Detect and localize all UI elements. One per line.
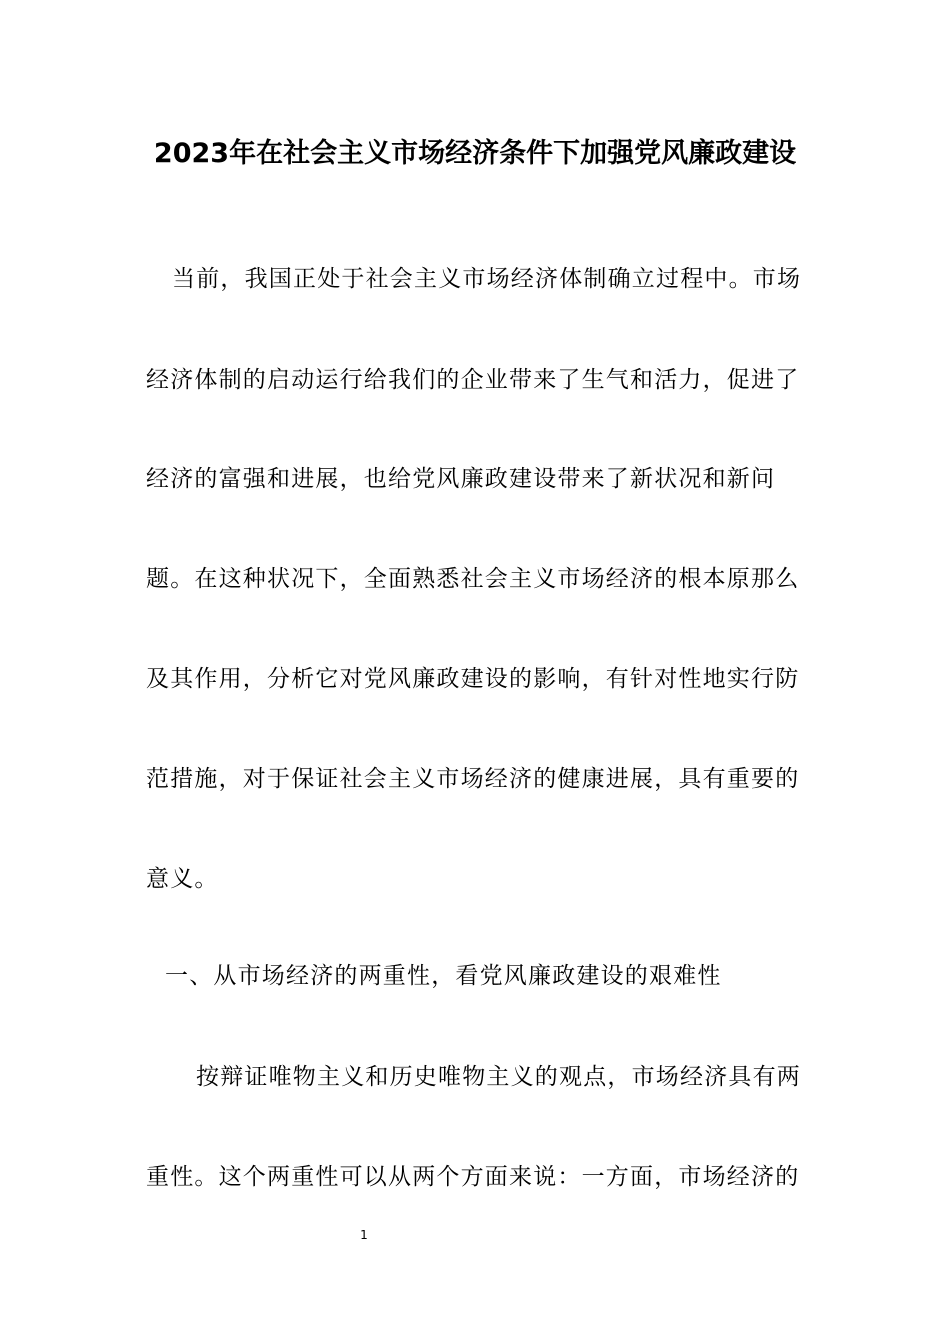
document-title: 2023年在社会主义市场经济条件下加强党风廉政建设 <box>153 138 797 169</box>
body-line-2: 经济体制的启动运行给我们的企业带来了生气和活力，促进了 <box>146 367 800 393</box>
body-line-4: 题。在这种状况下，全面熟悉社会主义市场经济的根本原那么 <box>146 566 800 592</box>
body-line-6: 范措施，对于保证社会主义市场经济的健康进展，具有重要的 <box>146 766 800 792</box>
page-number: 1 <box>360 1228 368 1242</box>
section-heading: 一、从市场经济的两重性，看党风廉政建设的艰难性 <box>165 963 722 989</box>
body-line-3: 经济的富强和进展，也给党风廉政建设带来了新状况和新问 <box>146 466 776 492</box>
body-line-7: 意义。 <box>146 866 219 892</box>
body-line-5: 及其作用，分析它对党风廉政建设的影响，有针对性地实行防 <box>146 666 800 692</box>
body-line-8: 按辩证唯物主义和历史唯物主义的观点，市场经济具有两 <box>196 1064 801 1090</box>
body-line-1: 当前，我国正处于社会主义市场经济体制确立过程中。市场 <box>172 266 802 292</box>
body-line-9: 重性。这个两重性可以从两个方面来说：一方面，市场经济的 <box>146 1164 800 1190</box>
